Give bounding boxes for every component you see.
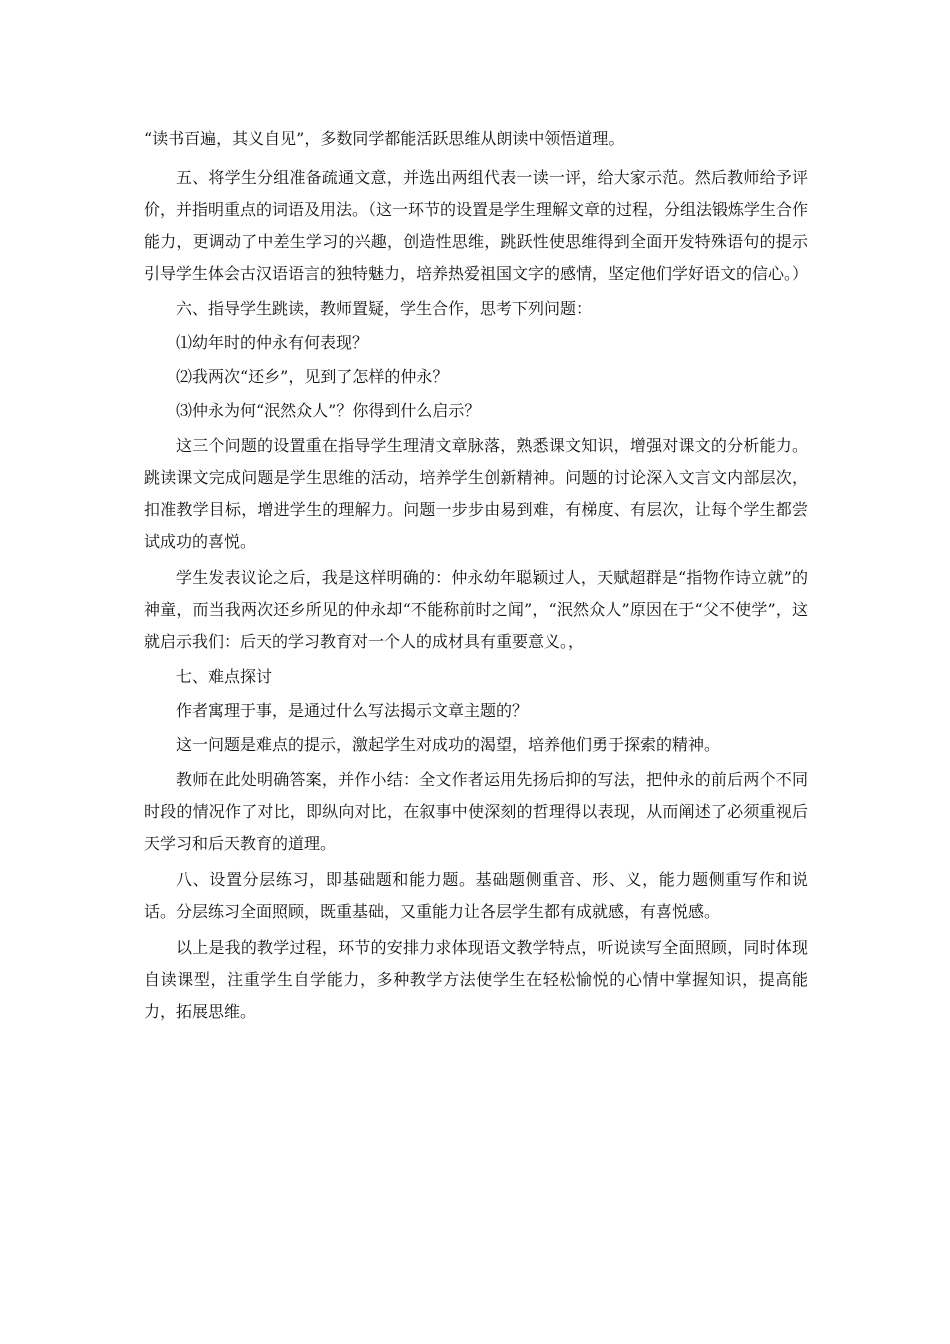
document-body <box>144 124 808 1028</box>
paragraph-reading-quote: “读书百遍，其义自见”，多数同学都能活跃思维从朗读中领悟道理。 <box>144 129 625 148</box>
paragraph-discussion-summary: 学生发表议论之后，我是这样明确的：仲永幼年聪颖过人，天赋超群是“指物作诗立就”的神童，而当我两次还乡所见的仲永却“不能称前时之闻”，“泯然众人”原因在于“父不使学”，这就启示我们：后天的学习教育对一个人的成材具有重要意义。， <box>144 568 808 651</box>
paragraph-step-eight: 八、设置分层练习，即基础题和能力题。基础题侧重音、形、义，能力题侧重写作和说话。分层练习全面照顾，既重基础，又重能力让各层学生都有成就感，有喜悦感。 <box>144 870 808 921</box>
paragraph-teacher-conclusion: 教师在此处明确答案，并作小结：全文作者运用先扬后抑的写法，把仲永的前后两个不同时段的情况作了对比，即纵向对比，在叙事中使深刻的哲理得以表现，从而阐述了必须重视后天学习和后天教育的道理。 <box>144 770 808 853</box>
question-item-3: ⑶仲永为何“泯然众人”？你得到什么启示？ <box>176 401 481 420</box>
question-item-1: ⑴幼年时的仲永有何表现？ <box>176 333 369 352</box>
paragraph-difficulty-note: 这一问题是难点的提示，激起学生对成功的渴望，培养他们勇于探索的精神。 <box>176 735 721 754</box>
paragraph-question-design: 这三个问题的设置重在指导学生理清文章脉落，熟悉课文知识，增强对课文的分析能力。跳读课文完成问题是学生思维的活动，培养学生创新精神。问题的讨论深入文言文内部层次，扣准教学目标，增进学生的理解力。问题一步步由易到难，有梯度、有层次，让每个学生都尝试成功的喜悦。 <box>144 436 808 551</box>
paragraph-step-six: 六、指导学生跳读，教师置疑，学生合作，思考下列问题： <box>176 299 593 318</box>
paragraph-difficulty-question: 作者寓理于事，是通过什么写法揭示文章主题的？ <box>176 701 529 720</box>
paragraph-step-seven-heading: 七、难点探讨 <box>176 667 273 686</box>
paragraph-closing-summary: 以上是我的教学过程，环节的安排力求体现语文教学特点，听说读写全面照顾，同时体现自读课型，注重学生自学能力，多种教学方法使学生在轻松愉悦的心情中掌握知识，提高能力，拓展思维。 <box>144 938 808 1021</box>
paragraph-step-five: 五、将学生分组准备疏通文意，并选出两组代表一读一评，给大家示范。然后教师给予评价，并指明重点的词语及用法。（这一环节的设置是学生理解文章的过程，分组法锻炼学生合作能力，更调动了中差生学习的兴趣，创造性思维，跳跃性使思维得到全面开发特殊语句的提示引导学生体会古汉语语言的独特魅力，培养热爱祖国文字的感情，坚定他们学好语文的信心。） <box>144 168 809 283</box>
question-item-2: ⑵我两次“还乡”，见到了怎样的仲永？ <box>176 367 449 386</box>
